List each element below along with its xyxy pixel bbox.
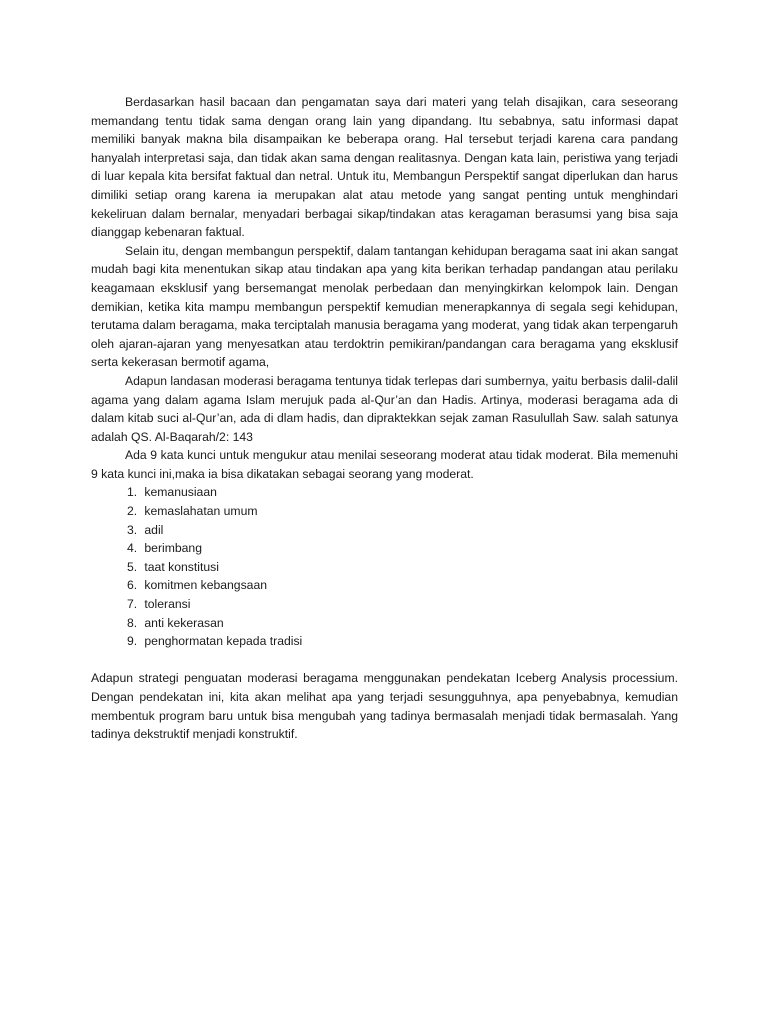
- list-item: [91, 595, 678, 614]
- list-item-text: toleransi: [144, 597, 191, 612]
- list-item-text: penghormatan kepada tradisi: [144, 634, 303, 649]
- list-item-number: 1.: [127, 485, 138, 500]
- paragraph-religious-life: Selain itu, dengan membangun perspektif, dalam tantangan kehidupan beragama saat ini akan sangat mudah bagi kita menentukan sikap atau tindakan apa yang kita berikan terhadap pandangan atau perilaku keagamaan eksklusif yang bersemangat menolak perbedaan dan menyingkirkan kelompok lain. Dengan demikian, ketika kita mampu membangun perspektif kemudian menerapkannya di segala segi kehidupan, terutama dalam beragama, maka terciptalah manusia beragama yang moderat, yang tidak akan terpengaruh oleh ajaran-ajaran yang menyesatkan atau terdoktrin pemikiran/pandangan cara beragama yang eksklusif serta kekerasan bermotif agama,: [91, 243, 678, 370]
- list-item: [91, 539, 678, 558]
- list-item: [91, 614, 678, 633]
- paragraph-foundation: Adapun landasan moderasi beragama tentunya tidak terlepas dari sumbernya, yaitu berbasis dalil-dalil agama yang dalam agama Islam merujuk pada al-Qur’an dan Hadis. Artinya, moderasi beragama ada di dalam kitab suci al-Qur’an, ada di dlam hadis, dan dipraktekkan sejak zaman Rasulullah Saw. salah satunya adalah QS. Al-Baqarah/2: 143: [91, 373, 678, 444]
- list-item: [91, 502, 678, 521]
- list-item-text: adil: [144, 522, 164, 537]
- document-body: [91, 93, 678, 744]
- list-item-text: kemaslahatan umum: [144, 504, 258, 519]
- paragraph-keywords-intro: Ada 9 kata kunci untuk mengukur atau menilai seseorang moderat atau tidak moderat. Bila memenuhi 9 kata kunci ini,maka ia bisa dikatakan sebagai seorang yang moderat.: [91, 448, 678, 481]
- list-item-text: taat konstitusi: [144, 559, 219, 574]
- list-item: [91, 483, 678, 502]
- list-item-number: 2.: [127, 504, 138, 519]
- list-item-text: kemanusiaan: [144, 485, 217, 500]
- list-item-number: 8.: [127, 615, 138, 630]
- list-item-number: 6.: [127, 578, 138, 593]
- paragraph-iceberg-strategy: Adapun strategi penguatan moderasi beragama menggunakan pendekatan Iceberg Analysis processium. Dengan pendekatan ini, kita akan melihat apa yang terjadi sesungguhnya, apa penyebabnya, kemudian membentuk program baru untuk bisa mengubah yang tadinya bermasalah menjadi tidak bermasalah. Yang tadinya dekstruktif menjadi konstruktif.: [91, 671, 678, 742]
- paragraph-perspective: Berdasarkan hasil bacaan dan pengamatan saya dari materi yang telah disajikan, cara seseorang memandang tentu tidak sama dengan orang lain yang dipandang. Itu sebabnya, satu informasi dapat memiliki banyak makna bila disampaikan ke beberapa orang. Hal tersebut terjadi karena cara pandang hanyalah interpretasi saja, dan tidak akan sama dengan realitasnya. Dengan kata lain, peristiwa yang terjadi di luar kepala kita bersifat faktual dan netral. Untuk itu, Membangun Perspektif sangat diperlukan dan harus dimiliki setiap orang karena ia merupakan alat atau metode yang sangat penting untuk menghindari kekeliruan dalam bernalar, menyadari berbagai sikap/tindakan atas keragaman berasumsi yang bisa saja dianggap kebenaran faktual.: [91, 95, 678, 240]
- list-item-text: komitmen kebangsaan: [144, 578, 268, 593]
- list-item-number: 3.: [127, 522, 138, 537]
- list-item: [91, 521, 678, 540]
- list-item-number: 5.: [127, 559, 138, 574]
- keyword-list: [91, 483, 678, 650]
- list-item-number: 9.: [127, 634, 138, 649]
- list-item: [91, 576, 678, 595]
- list-item-number: 4.: [127, 541, 138, 556]
- list-item-text: anti kekerasan: [144, 615, 224, 630]
- list-item: [91, 632, 678, 651]
- list-item-text: berimbang: [144, 541, 202, 556]
- list-item-number: 7.: [127, 597, 138, 612]
- list-item: [91, 558, 678, 577]
